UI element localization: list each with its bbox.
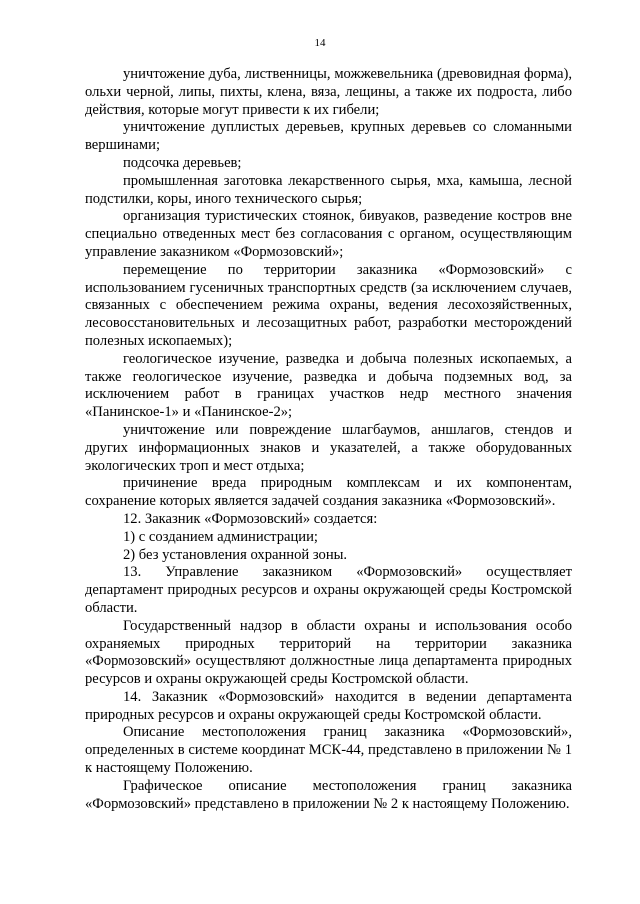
paragraph-boundary-description: Описание местоположения границ заказника «Формозовский», определенных в системе координат МСК-44, представлено в приложении № 1 к настоящему Положению.: [85, 724, 572, 777]
paragraph-prohibition-signs-damage: уничтожение или повреждение шлагбаумов, аншлагов, стендов и других информационных знаков и указателей, а также оборудованных экологических троп и мест отдыха;: [85, 421, 572, 474]
paragraph-prohibition-harvesting: промышленная заготовка лекарственного сырья, мха, камыша, лесной подстилки, коры, иного технического сырья;: [85, 172, 572, 207]
paragraph-clause-13: 13. Управление заказником «Формозовский» осуществляет департамент природных ресурсов и охраны окружающей среды Костромской области.: [85, 564, 572, 616]
page-number: 14: [314, 37, 326, 49]
paragraph-clause-14: 14. Заказник «Формозовский» находится в ведении департамента природных ресурсов и охраны окружающей среды Костромской области.: [85, 688, 572, 723]
paragraph-graphic-description: Графическое описание местоположения границ заказника «Формозовский» представлено в приложении № 2 к настоящему Положению.: [85, 777, 572, 812]
paragraph-clause-12: 12. Заказник «Формозовский» создается:: [123, 510, 378, 527]
paragraph-clause-12-item-2: 2) без установления охранной зоны.: [123, 546, 348, 563]
document-body: [85, 66, 572, 813]
paragraph-prohibition-harm: причинение вреда природным комплексам и их компонентам, сохранение которых является задачей создания заказника «Формозовский».: [85, 475, 572, 510]
paragraph-prohibition-tracked-vehicles: перемещение по территории заказника «Формозовский» с использованием гусеничных транспортных средств (за исключением случаев, связанных с обеспечением режима охраны, ведения лесохозяйственных, лесовосстановительных и лесозащитных работ, разработки месторождений полезных ископаемых);: [85, 261, 572, 349]
paragraph-clause-12-item-1: 1) с созданием администрации;: [123, 528, 318, 545]
paragraph-prohibition-oak-destruction: уничтожение дуба, лиственницы, можжевельника (древовидная форма), ольхи черной, липы, пихты, клена, вяза, лещины, а также их подроста, либо действия, которые могут привести к их гибели;: [85, 66, 572, 118]
paragraph-prohibition-geology: геологическое изучение, разведка и добыча полезных ископаемых, а также геологическое изучение, разведка и добыча подземных вод, за исключением работ в границах участков недр местного значения «Панинское-1» и «Панинское-2»;: [85, 350, 572, 421]
paragraph-prohibition-hollow-trees: уничтожение дуплистых деревьев, крупных деревьев со сломанными вершинами;: [85, 119, 572, 154]
paragraph-prohibition-tapping: подсочка деревьев;: [123, 154, 242, 171]
paragraph-state-supervision: Государственный надзор в области охраны и использования особо охраняемых природных территорий на территории заказника «Формозовский» осуществляют должностные лица департамента природных ресурсов и охраны окружающей среды Костромской области.: [85, 617, 572, 688]
paragraph-prohibition-camping: организация туристических стоянок, бивуаков, разведение костров вне специально отведенных мест без согласования с органом, осуществляющим управление заказником «Формозовский»;: [85, 208, 572, 260]
